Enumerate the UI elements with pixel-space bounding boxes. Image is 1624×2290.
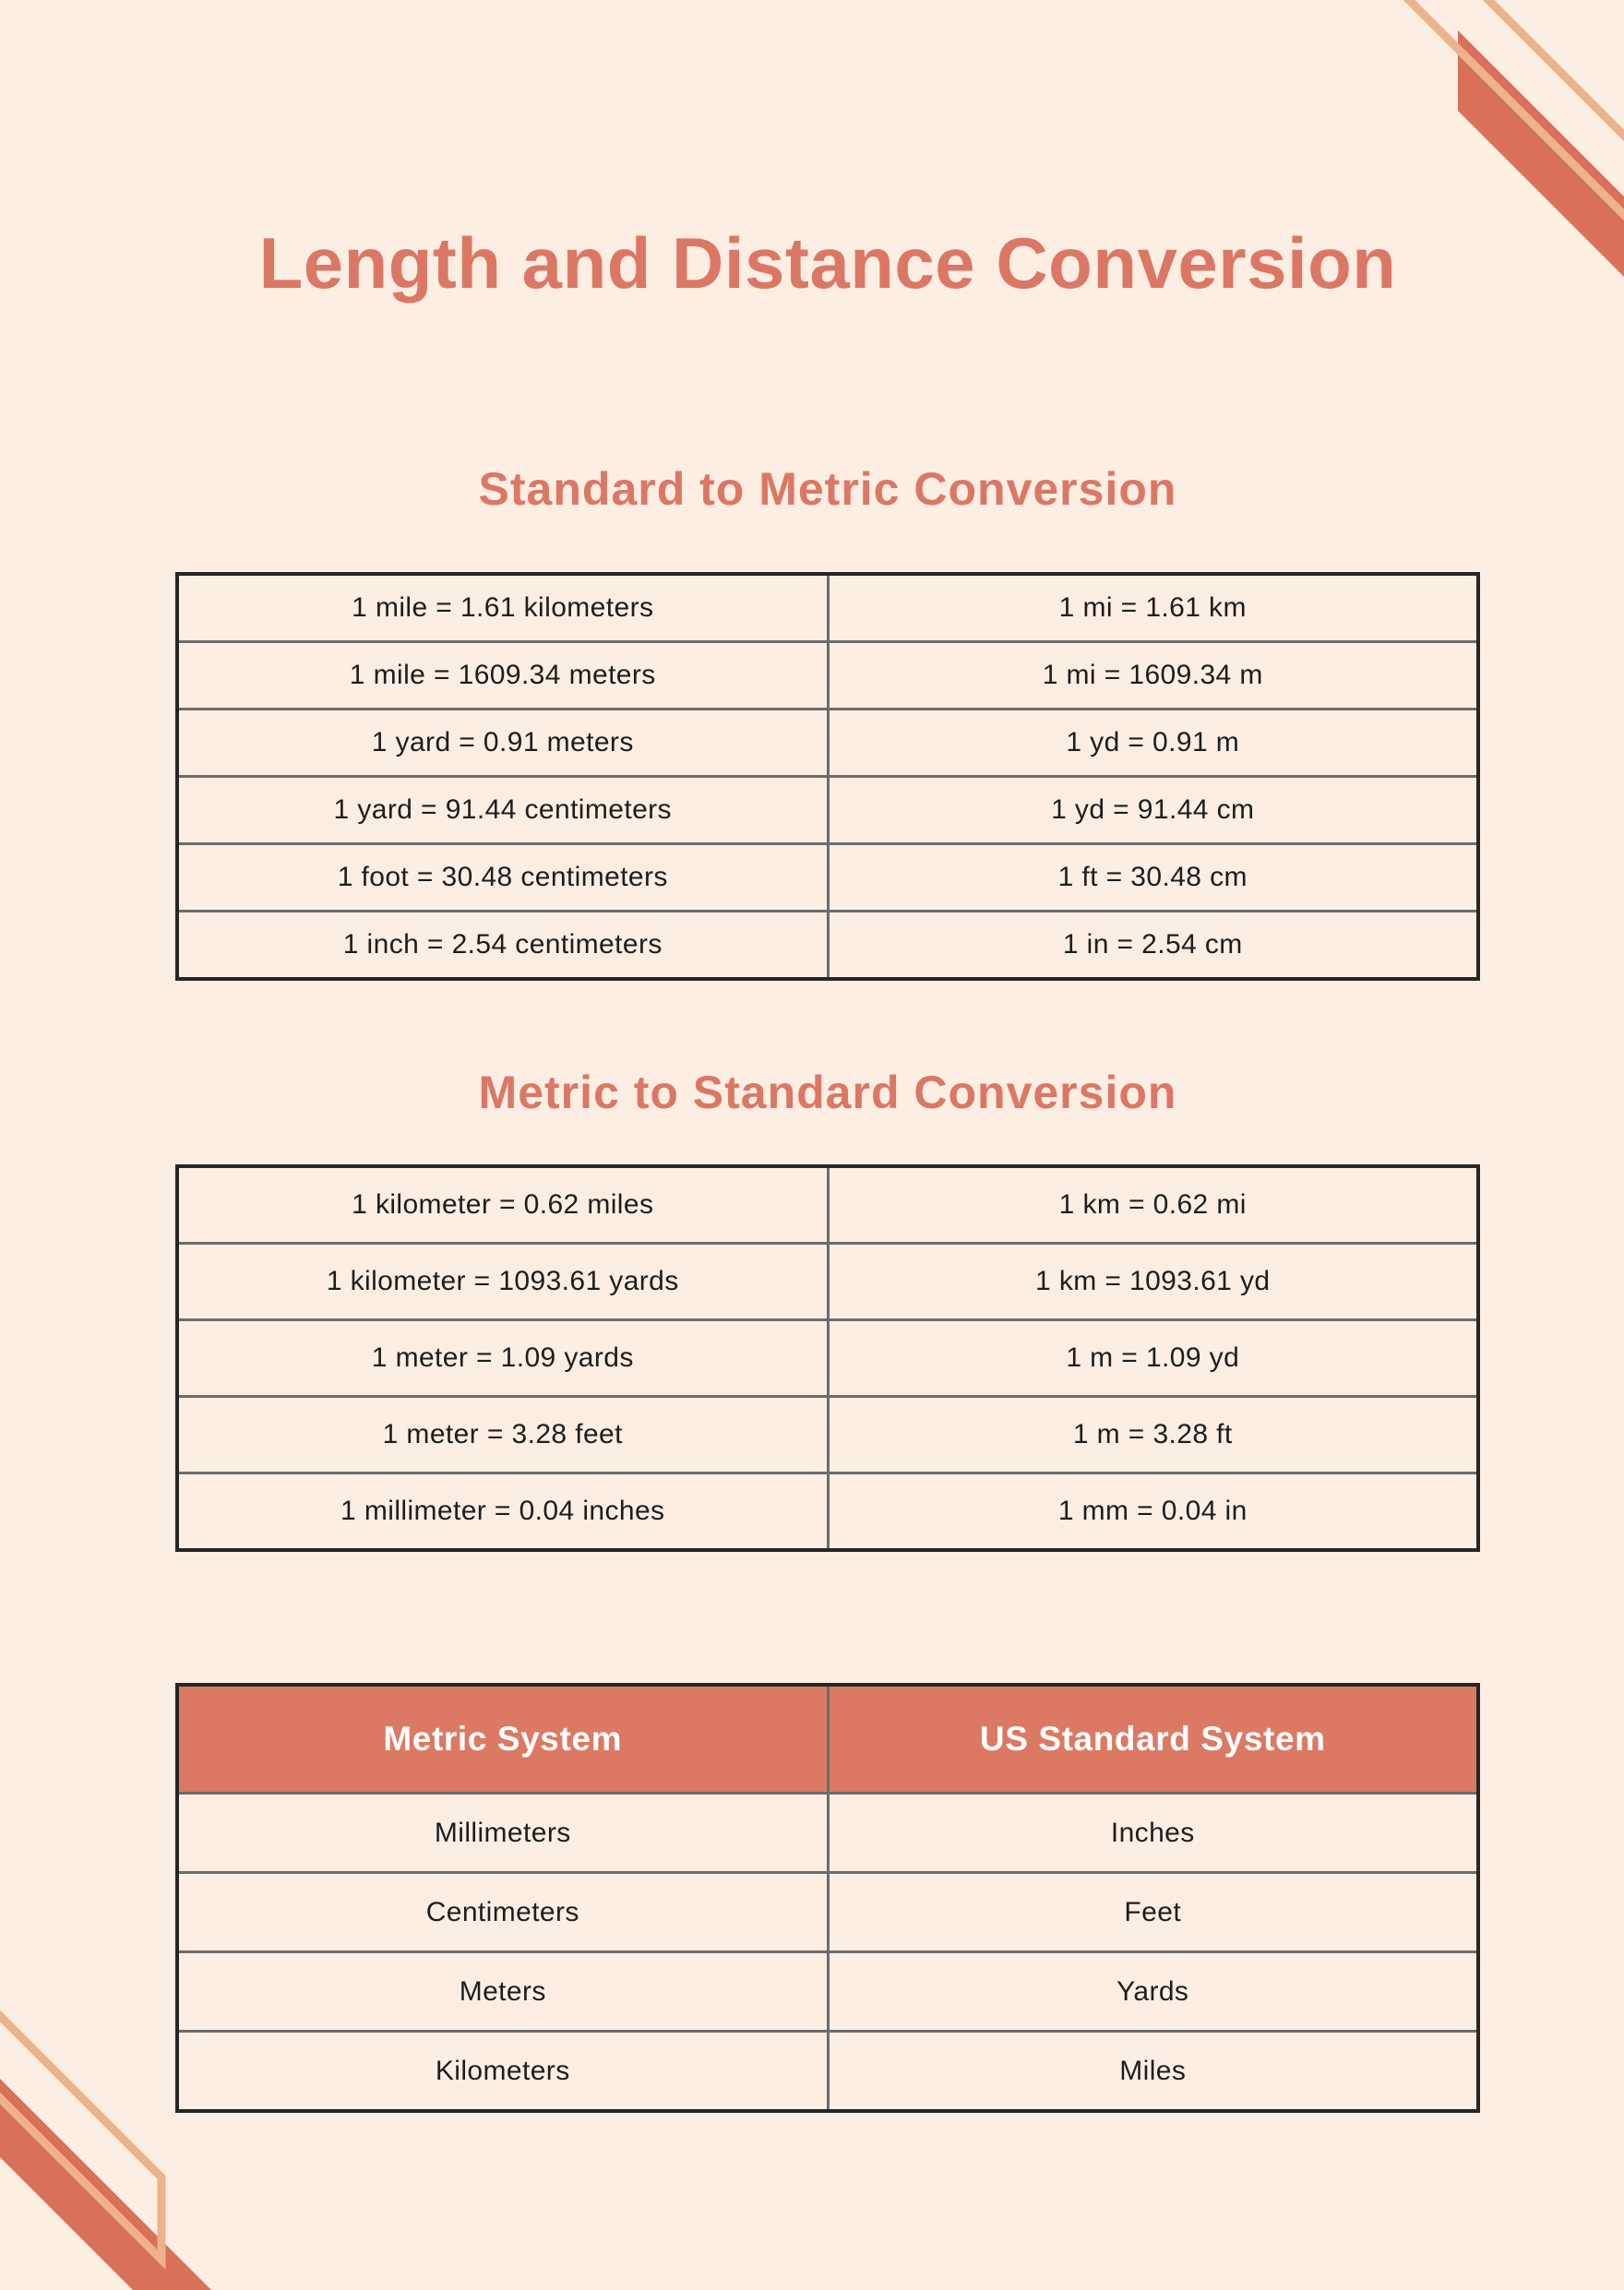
conversion-cell: 1 ft = 30.48 cm xyxy=(828,844,1478,912)
table-row xyxy=(177,1952,1478,2032)
table-row xyxy=(177,844,1478,912)
unit-cell: Inches xyxy=(828,1794,1478,1873)
table-row xyxy=(177,710,1478,777)
metric-to-standard-table xyxy=(175,1164,1480,1552)
unit-cell: Meters xyxy=(177,1952,828,2032)
unit-cell: Kilometers xyxy=(177,2032,828,2112)
conversion-cell: 1 m = 3.28 ft xyxy=(828,1397,1478,1473)
table-row xyxy=(177,912,1478,980)
table-row xyxy=(177,2032,1478,2112)
conversion-cell: 1 foot = 30.48 centimeters xyxy=(177,844,828,912)
table-row xyxy=(177,1244,1478,1320)
us-standard-system-header: US Standard System xyxy=(828,1685,1478,1794)
conversion-cell: 1 yd = 0.91 m xyxy=(828,710,1478,777)
conversion-cell: 1 mile = 1609.34 meters xyxy=(177,642,828,710)
unit-cell: Yards xyxy=(828,1952,1478,2032)
conversion-cell: 1 km = 0.62 mi xyxy=(828,1166,1478,1244)
tan-stripe xyxy=(1482,0,1624,142)
unit-cell: Millimeters xyxy=(177,1794,828,1873)
conversion-cell: 1 yd = 91.44 cm xyxy=(828,777,1478,844)
table-row xyxy=(177,1397,1478,1473)
metric-system-header: Metric System xyxy=(177,1685,828,1794)
section-heading-metric-to-standard: Metric to Standard Conversion xyxy=(478,1067,1177,1118)
table-header-row xyxy=(177,1685,1478,1794)
conversion-cell: 1 meter = 1.09 yards xyxy=(177,1320,828,1397)
conversion-cell: 1 mi = 1.61 km xyxy=(828,574,1478,642)
conversion-cell: 1 mm = 0.04 in xyxy=(828,1473,1478,1551)
table-row xyxy=(177,642,1478,710)
table-row xyxy=(177,1166,1478,1244)
conversion-cell: 1 mile = 1.61 kilometers xyxy=(177,574,828,642)
conversion-cell: 1 yard = 91.44 centimeters xyxy=(177,777,828,844)
unit-cell: Miles xyxy=(828,2032,1478,2112)
conversion-cell: 1 inch = 2.54 centimeters xyxy=(177,912,828,980)
conversion-cell: 1 kilometer = 1093.61 yards xyxy=(177,1244,828,1320)
conversion-cell: 1 in = 2.54 cm xyxy=(828,912,1478,980)
conversion-cell: 1 millimeter = 0.04 inches xyxy=(177,1473,828,1551)
table-row xyxy=(177,1320,1478,1397)
coral-stripe xyxy=(1458,30,1624,277)
tan-stripe xyxy=(0,2010,161,2260)
conversion-cell: 1 meter = 3.28 feet xyxy=(177,1397,828,1473)
conversion-cell: 1 kilometer = 0.62 miles xyxy=(177,1166,828,1244)
corner-decoration-top-right xyxy=(1255,0,1624,369)
unit-cell: Feet xyxy=(828,1873,1478,1952)
table-row xyxy=(177,1794,1478,1873)
unit-cell: Centimeters xyxy=(177,1873,828,1952)
systems-comparison-table xyxy=(175,1683,1480,2113)
section-heading-standard-to-metric: Standard to Metric Conversion xyxy=(478,463,1177,515)
conversion-cell: 1 m = 1.09 yd xyxy=(828,1320,1478,1397)
page-title: Length and Distance Conversion xyxy=(258,222,1397,304)
conversion-cell: 1 yard = 0.91 meters xyxy=(177,710,828,777)
conversion-cell: 1 km = 1093.61 yd xyxy=(828,1244,1478,1320)
table-row xyxy=(177,1873,1478,1952)
table-row xyxy=(177,1473,1478,1551)
table-row xyxy=(177,574,1478,642)
conversion-cell: 1 mi = 1609.34 m xyxy=(828,642,1478,710)
standard-to-metric-table xyxy=(175,572,1480,981)
table-row xyxy=(177,777,1478,844)
tan-stripe xyxy=(1403,0,1624,221)
